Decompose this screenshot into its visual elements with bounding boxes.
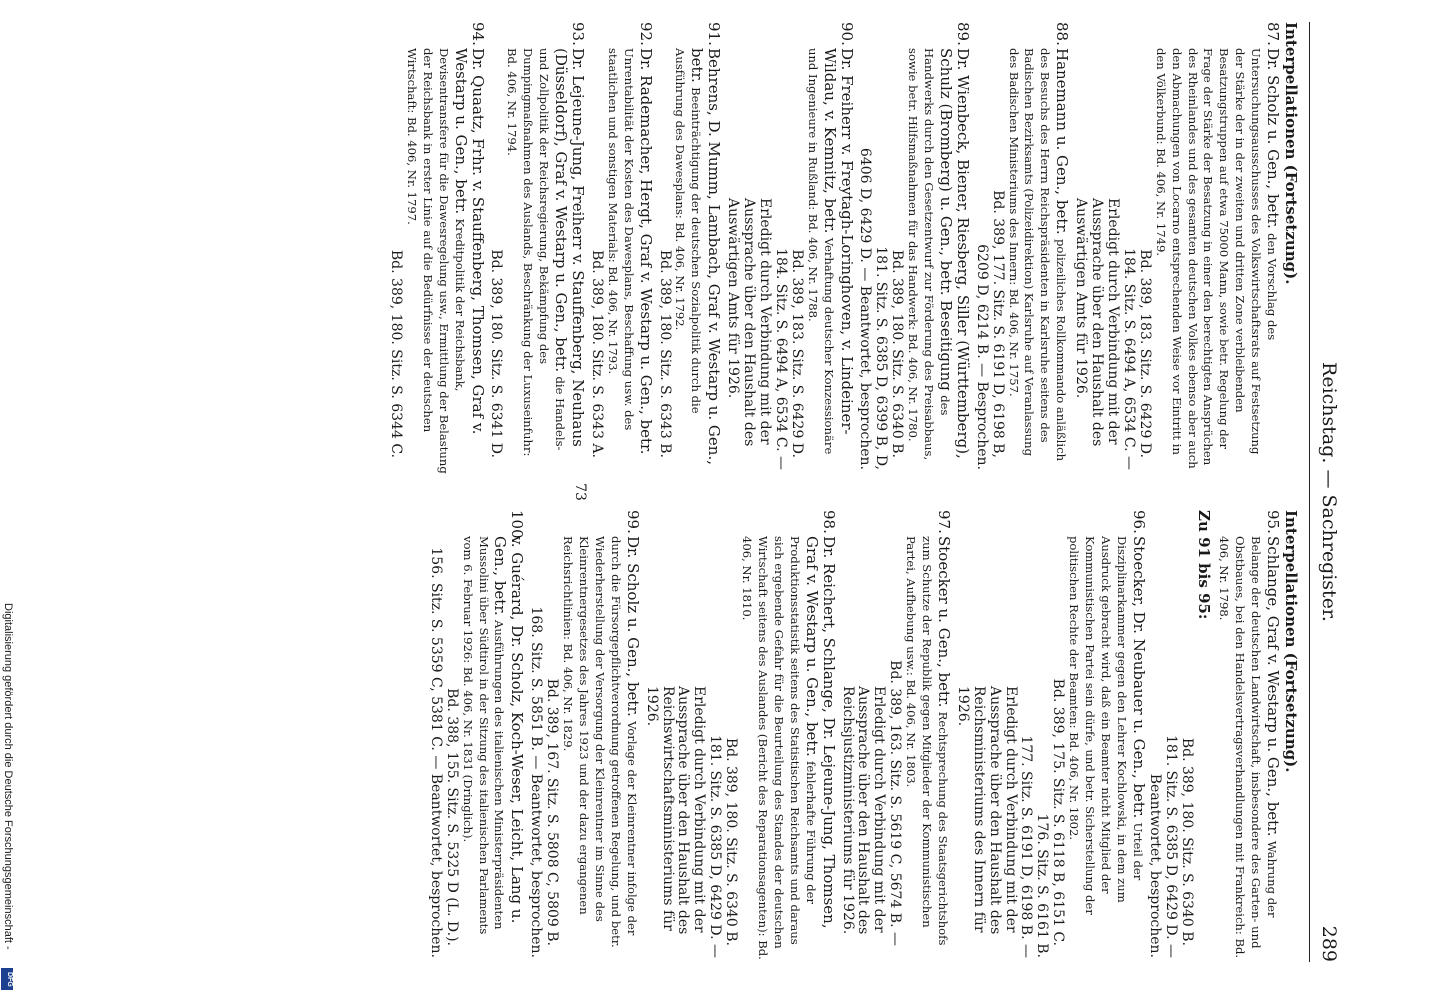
entry-body [1215, 536, 1283, 962]
entry-number: 98. [819, 510, 838, 534]
entry-authors: Behrens, D. Mumm, Lambach, Graf v. Westarp u. Gen., betr. [688, 48, 724, 465]
interpellation-entry [973, 22, 1072, 474]
citation-line: Bd. 389, 180. Sitz. S. 6340 B. [723, 737, 740, 946]
entry-number: 96. [1129, 510, 1148, 534]
entry-result: Erledigt durch Verbindung mit der Aussprache über den Haushalt des Auswärtigen Amts für 1926. [1073, 198, 1122, 447]
document-page [110, 22, 1340, 962]
entry-authors: Dr. Wienbeck, Biener, Riesberg, Siller (Württemberg), Schulz (Bromberg) u. Gen., betr. Beseitigung [936, 48, 972, 459]
citation-line: 6209 D, 6214 B. — Besprochen. [973, 244, 990, 470]
entry-authors: Dr. Lejeune-Jung, Freiherr v. Stauffenberg, Neuhaus (Düsseldorf), Graf v. Westarp u. Gen., betr. [552, 48, 588, 447]
entry-body [1065, 536, 1146, 962]
citation-line: Bd. 389, 180. Sitz. S. 6343 A. [588, 250, 605, 458]
entry-list [427, 510, 1146, 962]
entry-authors: Hanemann u. Gen., betr. [1053, 48, 1072, 235]
entry-result: Erledigt durch Verbindung mit der Aussprache über den Haushalt des Reichswirtschaftsministeriums für 1926. [643, 686, 708, 935]
citation-line: 156. Sitz. S. 5359 C, 5381 C. — Beantwortet, besprochen. [427, 547, 444, 958]
citation-line: Bd. 388, 155. Sitz. S. 5325 D (L. D.). [443, 688, 460, 946]
entry-subject: Kreditpolitik der Reichsbank, Devisentransfere für die Dawesregelung usw., Ermittlung der Belastung der Reichsbank in erster Linie auf die Bedürfnisse der deutschen Wirtschaft: Bd. 406, Nr. 1797. [404, 48, 467, 474]
entry-number: 94. [468, 22, 487, 46]
entry-subject: Vorlage der Kleinrentner infolge der durch die Fürsorgepflichtverordnung getroffenen Regelung, und betr. Wiederherstellung der Versorgung der Kleinrentner im Sinne des Kleinrentnergesetzes des Jahres 1923 und der dazu ergangenen Reichsrichtlinien: Bd. 406, Nr. 1829. [561, 536, 639, 948]
entry-authors: Stoecker u. Gen., betr. [934, 536, 953, 708]
citation-line: Bd. 389, 175. Sitz. S. 6118 B, 6151 C. [1050, 678, 1067, 946]
entry-subject: Rechtsprechung des Staatsgerichtshofs zum Schutze der Republik gegen Mitglieder der Kommunistischen Partei, Aufhebung usw.: Bd. 406, Nr. 1803. [904, 536, 950, 946]
entry-number: 99. [623, 510, 642, 534]
section-heading: Interpellationen (Fortsetzung). [1282, 22, 1300, 285]
interpellation-entry [588, 22, 653, 474]
citation-line: Bd. 389, 180. Sitz. S. 6340 B. [1178, 737, 1195, 946]
interpellation-entry [656, 22, 722, 474]
citation-line: Bd. 389, 167. Sitz. S. 5808 C, 5809 B. [544, 678, 561, 946]
entry-authors: Schlange, Graf v. Westarp u. Gen., betr. [1264, 536, 1283, 837]
entry-subject: Unrentabilität der Kosten des Dawesplans, Beschaffung usw. des staatlichen und sonstigen Materials: Bd. 406, Nr. 1793. [605, 48, 636, 431]
entry-subject: polizeiliches Rollkommando anläßlich des Besuchs des Herrn Reichspräsidenten in Karlsruhe seitens des Badischen Bezirksamts (Polizeidirektion) Karlsruhe auf Veranlassung des Badischen Ministeriums des Innern: Bd. 406, Nr. 1757. [1006, 48, 1069, 462]
entry-body [1005, 48, 1070, 474]
entry-body [738, 536, 838, 962]
entry-authors: Dr. Reichert, Schlange, Dr. Lejeune-Jung, Thomsen, Graf v. Westarp u. Gen., betr. [802, 536, 838, 929]
interpellation-entry [643, 510, 836, 962]
interpellation-entry [724, 22, 856, 474]
citation-line: 181. Sitz. S. 6385 D, 6429 D. — [707, 735, 724, 958]
entry-authors: v. Guérard, Dr. Scholz, Koch-Weser, Leicht, Lang u. Gen., betr. [491, 536, 527, 924]
entry-subject: des Handwerks durch den Gesetzentwurf zur Förderung des Preisabbaus, sowie betr. Hilfsmaßnahmen für das Handwerk: Bd. 406, Nr. 1780. [906, 48, 952, 461]
entry-number: 90. [837, 22, 856, 46]
entry-number: 100. [508, 510, 527, 544]
entry-authors: Dr. Scholz u. Gen., betr. [623, 536, 642, 717]
entry-body [1152, 48, 1283, 474]
entry-number: 93. [569, 22, 588, 46]
citation-line: Bd. 389, 180. Sitz. S. 6343 B. [656, 249, 673, 458]
entry-number: 89. [953, 22, 972, 46]
citation-line: 181. Sitz. S. 6385 D, 6429 D. — [1162, 735, 1179, 958]
entry-authors: Dr. Freiherr v. Freytagh-Loringhoven, v. Lindeiner-Wildau, v. Kemnitz, betr. [820, 48, 856, 435]
entry-authors: Dr. Scholz u. Gen., betr. [1264, 48, 1283, 229]
left-column [384, 22, 1298, 474]
interpellation-entry [387, 22, 487, 474]
interpellation-entry [1215, 510, 1283, 962]
entry-subject: den Vorschlag des Untersuchungsausschusses des Volkswirtschaftsrats auf Festsetzung der Stärke der in der zweiten und dritten Zone verbleibenden Besatzungstruppen auf etwa 75000 Mann, sowie betr. Regelung der Frage der Stärke der Besatzung in einer den berechtigten Ansprüchen des Rheinlandes und des gesamten deutschen Volkes ebenso aber auch den Abmachungen von Locarno entsprechenden Weise vor Eintritt in den Völkerbund: Bd. 406, Nr. 1749. [1153, 48, 1280, 469]
header-rule [1309, 22, 1310, 962]
entry-number: 92. [636, 22, 655, 46]
entry-list [387, 22, 1283, 474]
entry-result: Erledigt durch Verbindung mit der Aussprache über den Haushalt des Reichsministeriums des Innern für 1926. [954, 686, 1019, 935]
interpellation-entry [1072, 22, 1283, 474]
entry-number: 97. [934, 510, 953, 534]
section-heading: Interpellationen (Fortsetzung). [1282, 510, 1300, 773]
entry-body [403, 48, 485, 474]
footer-number: 73 [572, 483, 588, 501]
entry-body [904, 48, 970, 474]
entry-subject: Beeinträchtigung der deutschen Sozialpolitik durch die Ausführung des Dawesplans: Bd. 406, Nr. 1792. [673, 48, 704, 414]
interpellation-entry [427, 510, 527, 962]
entry-subject: Verhaftung deutscher Konzessionäre und Ingenieure in Rußland: Bd. 406, Nr. 1788. [805, 48, 836, 455]
running-title: Reichstag. — Sachregister. [1318, 362, 1340, 622]
entry-authors: Dr. Quaatz, Frhr. v. Stauffenberg, Thomsen, Graf v. Westarp u. Gen., betr. [451, 48, 487, 435]
citation-line: 168. Sitz. S. 5851 B. — Beantwortet, besprochen. [528, 606, 545, 958]
citation-line: Bd. 389, 180. Sitz. S. 6341 D. [488, 249, 505, 458]
citation-line: Beantwortet, besprochen. [1146, 773, 1163, 958]
entry-subject: die Handels- und Zollpolitik der Reichsregierung, Bekämpfung des Dumpingmaßnahmen des Auslands, Beschränkung der Luxuseinfuhr: Bd. 406, Nr. 1794. [505, 48, 568, 457]
entry-number: 95. [1264, 510, 1283, 534]
interpellation-entry [488, 22, 588, 474]
credit-text: Digitalisierung gefördert durch die Deutsche Forschungsgemeinschaft - [2, 603, 14, 950]
entry-list [1215, 510, 1283, 962]
right-column [424, 510, 1298, 962]
entry-body [804, 48, 854, 474]
entry-body [459, 536, 525, 962]
interpellation-entry [839, 510, 951, 962]
citation-line: 6406 D, 6429 D. — Beantwortet, besprochen. [857, 147, 874, 470]
citation-line: 181. Sitz. S. 6385 D, 6399 B, D, [873, 246, 890, 470]
digitization-credit [0, 0, 14, 1000]
entry-number: 88. [1053, 22, 1072, 46]
citation-line: Bd. 389, 183. Sitz. S. 6429 D. [1136, 249, 1153, 458]
entry-body [902, 536, 951, 962]
citation-line: 184. Sitz. S. 6494 A, 6534 C. — [772, 248, 789, 470]
citation-line: Bd. 389, 163. Sitz. S. 5619 C, 5674 B. — [887, 660, 904, 946]
entry-body [604, 48, 653, 474]
entry-number: 87. [1264, 22, 1283, 46]
dfg-logo: DFG [1, 968, 13, 990]
entry-subject: fehlerhafte Führung der Produktionsstatistik seitens des Statistischen Reichsamts und daraus sich ergebende Gefahr für die Beurteilung des Standes der deutschen Wirtschaft seitens des Auslandes (Bericht des Reparationsagenten): Bd. 406, Nr. 1810. [740, 536, 818, 960]
citation-line: 184. Sitz. S. 6494 A, 6534 C. — [1120, 248, 1137, 470]
subheading: Zu 91 bis 95: [1195, 510, 1214, 620]
citation-line: Bd. 389, 180. Sitz. S. 6340 B. [889, 249, 906, 458]
entry-result: Erledigt durch Verbindung mit der Aussprache über den Haushalt des Reichsjustizministeriums für 1926. [839, 686, 888, 935]
citation-line: 177. Sitz. S. 6191 D, 6198 B. — [1018, 735, 1035, 958]
interpellation-entry [857, 22, 970, 474]
entry-authors: Stoecker, Dr. Neubauer u. Gen., betr. [1129, 536, 1148, 819]
page-header [1316, 22, 1340, 962]
entry-number: 91. [705, 22, 724, 46]
page-number: 289 [1318, 925, 1340, 962]
citation-block [1146, 510, 1194, 962]
citation-line: Bd. 389, 177. Sitz. S. 6191 D, 6198 B, [989, 190, 1006, 458]
citation-line: 176. Sitz. S. 6161 B. [1034, 813, 1051, 958]
entry-subject: Wahrung der Belange der deutschen Landwirtschaft, insbesondere des Garten- und Obstbaues, bei den Handelsvertragsverhandlungen mit Frankreich: Bd. 406, Nr. 1798. [1217, 536, 1280, 959]
entry-authors: Dr. Rademacher, Hergt, Graf v. Westarp u. Gen., betr. [636, 48, 655, 455]
citation-line: Bd. 389, 183. Sitz. S. 6429 D. [788, 249, 805, 458]
entry-subject: Urteil der Disziplinarkammer gegen den Lehrer Kochlowski, in dem zum Ausdruck gebracht wird, daß ein Beamter nicht Mitglied der Kommunistischen Partei sein dürfe, und betr. Sicherstellung der politischen Rechte der Beamten: Bd. 406, Nr. 1802. [1067, 536, 1145, 915]
entry-subject: Ausführungen des italienischen Ministerpräsidenten Mussolini über Südtirol in der Sitzung des italienischen Parlaments vom 6. Februar 1926: Bd. 406, Nr. 1831 (Dringlich). [460, 536, 507, 935]
interpellation-entry [954, 510, 1146, 962]
entry-body [672, 48, 722, 474]
entry-result: Erledigt durch Verbindung mit der Aussprache über den Haushalt des Auswärtigen Amts für 1926. [725, 198, 773, 447]
citation-line: Bd. 389, 180. Sitz. S. 6344 C. [388, 249, 405, 458]
